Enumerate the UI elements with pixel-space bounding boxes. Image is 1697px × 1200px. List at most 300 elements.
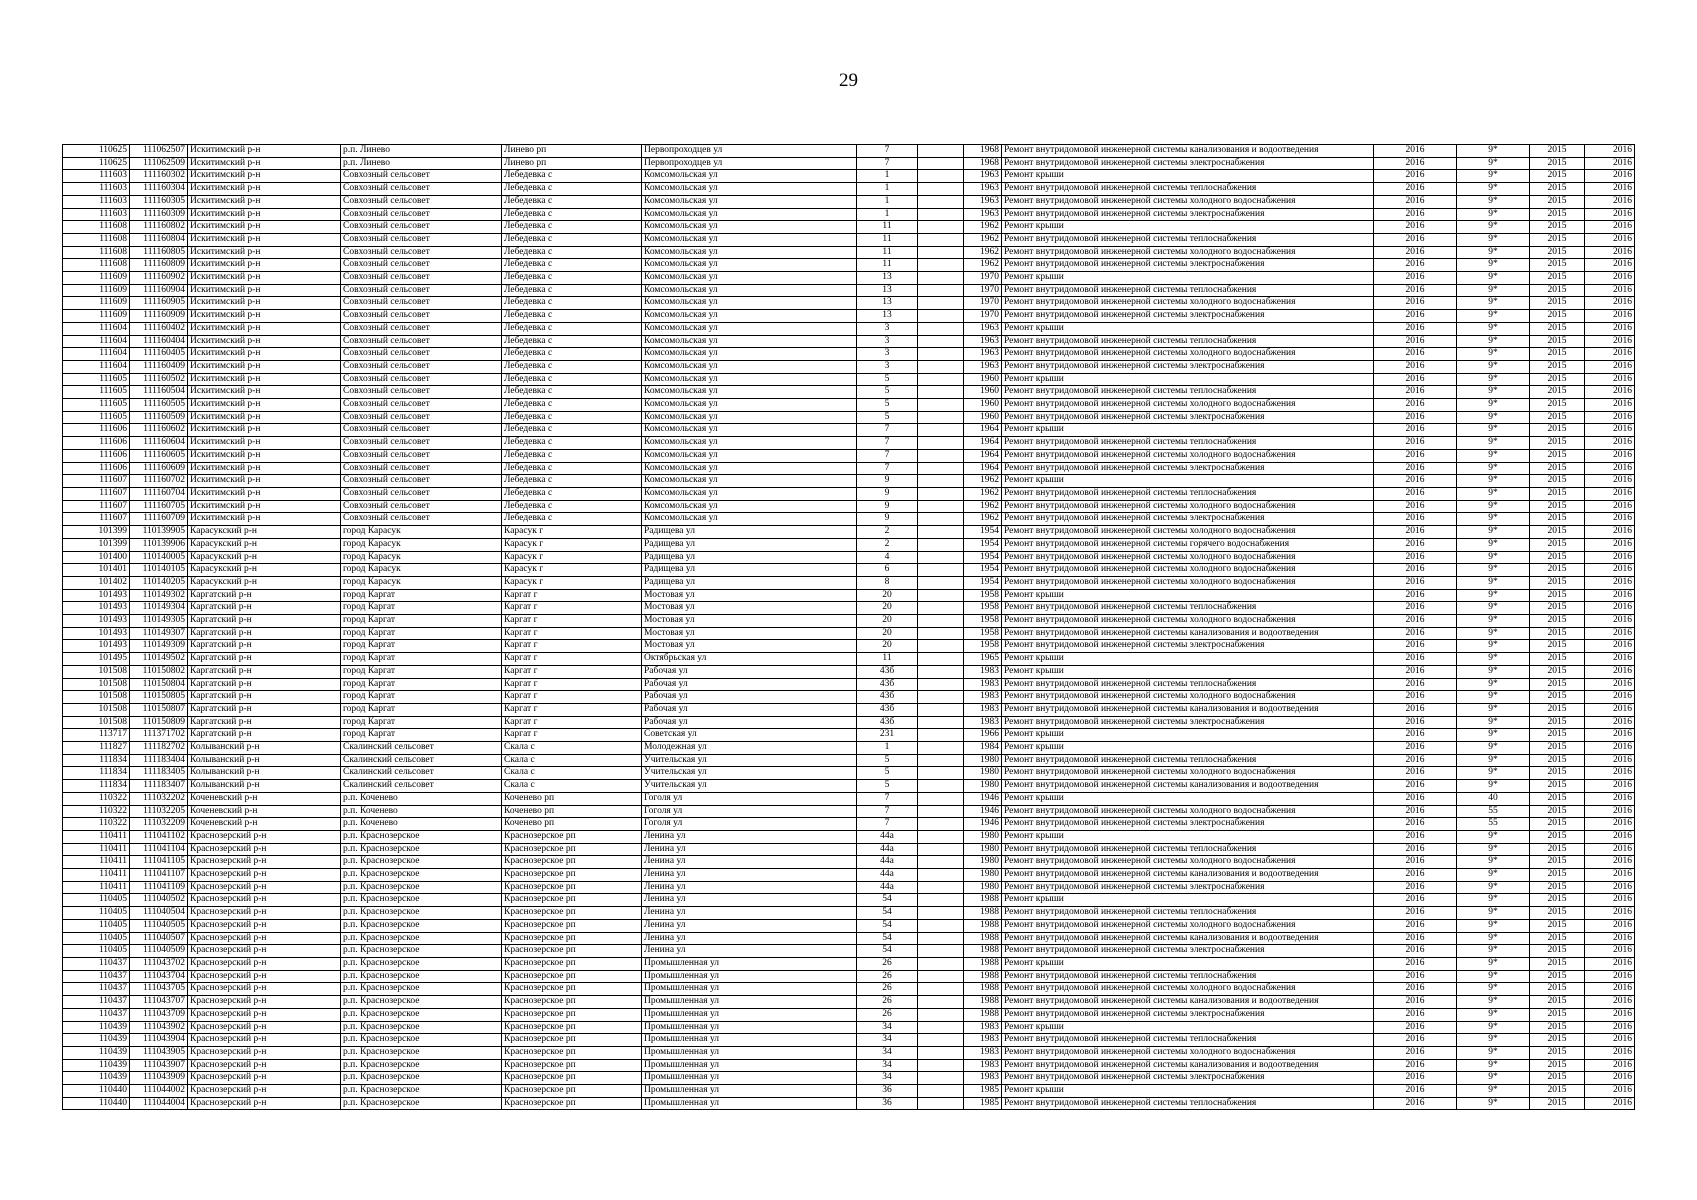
cell-year-built: 1964 [964, 462, 1002, 475]
cell-year-built: 1988 [964, 894, 1002, 907]
cell-end-year: 2016 [1585, 881, 1635, 894]
cell-plan-year: 2016 [1374, 1021, 1457, 1034]
cell-start-year: 2015 [1530, 742, 1585, 755]
cell-house-id: 110405 [63, 919, 130, 932]
cell-district: Каргатский р-н [188, 602, 341, 615]
cell-street: Комсомольская ул [642, 348, 857, 361]
cell-work-type: Ремонт внутридомовой инженерной системы электроснабжения [1002, 1072, 1374, 1085]
cell-house-id: 111604 [63, 335, 130, 348]
cell-street: Мостовая ул [642, 615, 857, 628]
cell-deadline: 9* [1457, 272, 1530, 285]
cell-work-id: 111160702 [130, 475, 188, 488]
cell-start-year: 2015 [1530, 157, 1585, 170]
cell-building [918, 602, 964, 615]
cell-work-id: 110150809 [130, 716, 188, 729]
cell-house-number: 2 [857, 526, 918, 539]
cell-district: Каргатский р-н [188, 589, 341, 602]
cell-deadline: 9* [1457, 576, 1530, 589]
cell-street: Комсомольская ул [642, 360, 857, 373]
cell-building [918, 1034, 964, 1047]
cell-plan-year: 2016 [1374, 183, 1457, 196]
cell-start-year: 2015 [1530, 399, 1585, 412]
cell-street: Комсомольская ул [642, 424, 857, 437]
cell-end-year: 2016 [1585, 830, 1635, 843]
cell-work-id: 110149309 [130, 640, 188, 653]
cell-end-year: 2016 [1585, 348, 1635, 361]
cell-year-built: 1970 [964, 297, 1002, 310]
cell-year-built: 1984 [964, 742, 1002, 755]
cell-street: Молодежная ул [642, 742, 857, 755]
cell-deadline: 9* [1457, 475, 1530, 488]
cell-house-id: 110439 [63, 1072, 130, 1085]
cell-work-id: 110149502 [130, 653, 188, 666]
cell-work-type: Ремонт внутридомовой инженерной системы электроснабжения [1002, 310, 1374, 323]
cell-street: Ленина ул [642, 932, 857, 945]
table-row [63, 424, 1635, 437]
cell-end-year: 2016 [1585, 322, 1635, 335]
cell-street: Гоголя ул [642, 818, 857, 831]
cell-deadline: 9* [1457, 932, 1530, 945]
cell-street: Ленина ул [642, 907, 857, 920]
cell-deadline: 9* [1457, 996, 1530, 1009]
cell-building [918, 856, 964, 869]
cell-district: Каргатский р-н [188, 627, 341, 640]
cell-work-id: 111041107 [130, 869, 188, 882]
cell-start-year: 2015 [1530, 589, 1585, 602]
cell-end-year: 2016 [1585, 1034, 1635, 1047]
table-row [63, 767, 1635, 780]
cell-building [918, 348, 964, 361]
cell-building [918, 208, 964, 221]
cell-end-year: 2016 [1585, 729, 1635, 742]
cell-house-number: 9 [857, 475, 918, 488]
cell-house-number: 34 [857, 1046, 918, 1059]
table-row [63, 653, 1635, 666]
cell-street: Комсомольская ул [642, 233, 857, 246]
table-row [63, 1008, 1635, 1021]
cell-end-year: 2016 [1585, 297, 1635, 310]
cell-house-number: 11 [857, 233, 918, 246]
table-row [63, 348, 1635, 361]
cell-district: Каргатский р-н [188, 691, 341, 704]
table-row [63, 615, 1635, 628]
cell-district: Краснозерский р-н [188, 830, 341, 843]
cell-settlement: Лебедевка с [502, 449, 642, 462]
cell-settlement: Карасук г [502, 551, 642, 564]
cell-settlement: Краснозерское рп [502, 1021, 642, 1034]
cell-end-year: 2016 [1585, 703, 1635, 716]
cell-street: Советская ул [642, 729, 857, 742]
table-row [63, 869, 1635, 882]
cell-start-year: 2015 [1530, 970, 1585, 983]
cell-plan-year: 2016 [1374, 589, 1457, 602]
cell-settlement: Каргат г [502, 615, 642, 628]
cell-start-year: 2015 [1530, 703, 1585, 716]
cell-building [918, 322, 964, 335]
cell-street: Комсомольская ул [642, 399, 857, 412]
cell-district: Колыванский р-н [188, 767, 341, 780]
cell-settlement: Каргат г [502, 716, 642, 729]
cell-municipality: р.п. Коченево [341, 792, 502, 805]
cell-district: Искитимский р-н [188, 373, 341, 386]
cell-year-built: 1962 [964, 500, 1002, 513]
cell-house-id: 110322 [63, 805, 130, 818]
cell-municipality: город Карасук [341, 564, 502, 577]
cell-year-built: 1985 [964, 1097, 1002, 1110]
cell-work-type: Ремонт внутридомовой инженерной системы электроснабжения [1002, 716, 1374, 729]
cell-settlement: Лебедевка с [502, 272, 642, 285]
table-row [63, 640, 1635, 653]
cell-house-number: 9 [857, 487, 918, 500]
cell-municipality: город Каргат [341, 678, 502, 691]
cell-district: Искитимский р-н [188, 183, 341, 196]
cell-year-built: 1954 [964, 564, 1002, 577]
cell-plan-year: 2016 [1374, 437, 1457, 450]
cell-year-built: 1960 [964, 386, 1002, 399]
cell-work-type: Ремонт внутридомовой инженерной системы канализования и водоотведения [1002, 780, 1374, 793]
cell-end-year: 2016 [1585, 170, 1635, 183]
cell-settlement: Лебедевка с [502, 233, 642, 246]
cell-end-year: 2016 [1585, 716, 1635, 729]
cell-building [918, 792, 964, 805]
cell-work-id: 111043907 [130, 1059, 188, 1072]
cell-house-id: 110437 [63, 970, 130, 983]
cell-house-id: 101493 [63, 602, 130, 615]
table-row [63, 919, 1635, 932]
cell-work-id: 111160505 [130, 399, 188, 412]
table-row [63, 399, 1635, 412]
cell-deadline: 9* [1457, 564, 1530, 577]
cell-municipality: Совхозный сельсовет [341, 500, 502, 513]
cell-work-id: 111040507 [130, 932, 188, 945]
cell-building [918, 411, 964, 424]
cell-building [918, 894, 964, 907]
cell-deadline: 9* [1457, 703, 1530, 716]
cell-start-year: 2015 [1530, 1072, 1585, 1085]
cell-deadline: 9* [1457, 602, 1530, 615]
table-row [63, 805, 1635, 818]
table-row [63, 1034, 1635, 1047]
cell-year-built: 1962 [964, 259, 1002, 272]
cell-work-id: 111043904 [130, 1034, 188, 1047]
cell-house-id: 110437 [63, 958, 130, 971]
cell-house-number: 11 [857, 653, 918, 666]
cell-work-type: Ремонт внутридомовой инженерной системы теплоснабжения [1002, 843, 1374, 856]
cell-district: Краснозерский р-н [188, 945, 341, 958]
cell-work-id: 111160609 [130, 462, 188, 475]
cell-house-number: 13 [857, 310, 918, 323]
cell-municipality: р.п. Линево [341, 145, 502, 158]
cell-district: Искитимский р-н [188, 500, 341, 513]
cell-year-built: 1988 [964, 919, 1002, 932]
cell-street: Комсомольская ул [642, 208, 857, 221]
table-row [63, 907, 1635, 920]
cell-street: Комсомольская ул [642, 462, 857, 475]
cell-year-built: 1983 [964, 716, 1002, 729]
cell-building [918, 958, 964, 971]
cell-house-id: 111607 [63, 475, 130, 488]
cell-municipality: Совхозный сельсовет [341, 310, 502, 323]
cell-year-built: 1970 [964, 272, 1002, 285]
cell-district: Искитимский р-н [188, 259, 341, 272]
cell-district: Искитимский р-н [188, 195, 341, 208]
cell-year-built: 1980 [964, 767, 1002, 780]
cell-settlement: Линево рп [502, 145, 642, 158]
cell-work-type: Ремонт крыши [1002, 589, 1374, 602]
cell-deadline: 9* [1457, 322, 1530, 335]
cell-house-number: 20 [857, 640, 918, 653]
table-row [63, 246, 1635, 259]
cell-work-type: Ремонт внутридомовой инженерной системы канализования и водоотведения [1002, 1059, 1374, 1072]
cell-house-number: 36 [857, 1085, 918, 1098]
cell-street: Комсомольская ул [642, 373, 857, 386]
cell-work-type: Ремонт внутридомовой инженерной системы холодного водоснабжения [1002, 526, 1374, 539]
cell-start-year: 2015 [1530, 348, 1585, 361]
cell-work-id: 111160309 [130, 208, 188, 221]
cell-work-type: Ремонт внутридомовой инженерной системы холодного водоснабжения [1002, 805, 1374, 818]
cell-plan-year: 2016 [1374, 1008, 1457, 1021]
cell-settlement: Краснозерское рп [502, 1034, 642, 1047]
cell-work-type: Ремонт внутридомовой инженерной системы холодного водоснабжения [1002, 564, 1374, 577]
table-row [63, 576, 1635, 589]
cell-municipality: р.п. Краснозерское [341, 932, 502, 945]
table-row [63, 272, 1635, 285]
cell-end-year: 2016 [1585, 526, 1635, 539]
cell-deadline: 9* [1457, 259, 1530, 272]
cell-house-id: 111608 [63, 246, 130, 259]
cell-end-year: 2016 [1585, 538, 1635, 551]
cell-district: Каргатский р-н [188, 678, 341, 691]
cell-building [918, 399, 964, 412]
cell-end-year: 2016 [1585, 1085, 1635, 1098]
cell-street: Ленина ул [642, 894, 857, 907]
cell-start-year: 2015 [1530, 1008, 1585, 1021]
cell-house-id: 111605 [63, 373, 130, 386]
cell-plan-year: 2016 [1374, 513, 1457, 526]
cell-settlement: Краснозерское рп [502, 894, 642, 907]
cell-house-id: 110439 [63, 1021, 130, 1034]
cell-municipality: город Карасук [341, 576, 502, 589]
cell-work-id: 110140205 [130, 576, 188, 589]
cell-municipality: Совхозный сельсовет [341, 297, 502, 310]
cell-settlement: Краснозерское рп [502, 1085, 642, 1098]
cell-municipality: Скалинский сельсовет [341, 754, 502, 767]
cell-deadline: 9* [1457, 856, 1530, 869]
cell-deadline: 9* [1457, 627, 1530, 640]
cell-settlement: Лебедевка с [502, 487, 642, 500]
cell-settlement: Лебедевка с [502, 360, 642, 373]
cell-year-built: 1985 [964, 1085, 1002, 1098]
table-row [63, 157, 1635, 170]
cell-work-id: 111183405 [130, 767, 188, 780]
table-row [63, 589, 1635, 602]
cell-deadline: 9* [1457, 716, 1530, 729]
cell-house-number: 11 [857, 259, 918, 272]
cell-house-id: 101508 [63, 716, 130, 729]
cell-start-year: 2015 [1530, 818, 1585, 831]
cell-end-year: 2016 [1585, 449, 1635, 462]
cell-plan-year: 2016 [1374, 894, 1457, 907]
cell-start-year: 2015 [1530, 221, 1585, 234]
cell-settlement: Скала с [502, 742, 642, 755]
cell-start-year: 2015 [1530, 640, 1585, 653]
cell-deadline: 9* [1457, 538, 1530, 551]
cell-house-id: 110322 [63, 818, 130, 831]
cell-house-number: 3 [857, 348, 918, 361]
cell-district: Искитимский р-н [188, 170, 341, 183]
table-row [63, 970, 1635, 983]
cell-street: Комсомольская ул [642, 170, 857, 183]
cell-district: Искитимский р-н [188, 272, 341, 285]
cell-end-year: 2016 [1585, 1072, 1635, 1085]
cell-work-id: 111160502 [130, 373, 188, 386]
cell-settlement: Каргат г [502, 665, 642, 678]
cell-start-year: 2015 [1530, 602, 1585, 615]
cell-house-number: 13 [857, 272, 918, 285]
cell-work-type: Ремонт внутридомовой инженерной системы канализования и водоотведения [1002, 703, 1374, 716]
cell-settlement: Карасук г [502, 526, 642, 539]
cell-end-year: 2016 [1585, 487, 1635, 500]
cell-work-type: Ремонт внутридомовой инженерной системы канализования и водоотведения [1002, 996, 1374, 1009]
cell-house-number: 1 [857, 170, 918, 183]
cell-house-id: 110411 [63, 881, 130, 894]
cell-municipality: р.п. Краснозерское [341, 894, 502, 907]
cell-district: Краснозерский р-н [188, 1097, 341, 1110]
cell-work-type: Ремонт крыши [1002, 322, 1374, 335]
cell-street: Гоголя ул [642, 805, 857, 818]
table-row [63, 449, 1635, 462]
cell-end-year: 2016 [1585, 1097, 1635, 1110]
cell-district: Краснозерский р-н [188, 1021, 341, 1034]
cell-street: Рабочая ул [642, 691, 857, 704]
table-row [63, 818, 1635, 831]
cell-house-id: 110405 [63, 932, 130, 945]
cell-plan-year: 2016 [1374, 665, 1457, 678]
cell-house-number: 9 [857, 500, 918, 513]
cell-year-built: 1964 [964, 449, 1002, 462]
cell-house-id: 111603 [63, 195, 130, 208]
cell-work-id: 110150807 [130, 703, 188, 716]
cell-deadline: 9* [1457, 233, 1530, 246]
cell-work-type: Ремонт внутридомовой инженерной системы холодного водоснабжения [1002, 449, 1374, 462]
cell-start-year: 2015 [1530, 881, 1585, 894]
cell-end-year: 2016 [1585, 462, 1635, 475]
table-row [63, 1097, 1635, 1110]
cell-settlement: Лебедевка с [502, 386, 642, 399]
cell-work-id: 111160905 [130, 297, 188, 310]
cell-end-year: 2016 [1585, 996, 1635, 1009]
cell-house-number: 20 [857, 627, 918, 640]
cell-municipality: Совхозный сельсовет [341, 322, 502, 335]
cell-house-number: 7 [857, 437, 918, 450]
cell-work-id: 110139906 [130, 538, 188, 551]
cell-street: Комсомольская ул [642, 475, 857, 488]
table-row [63, 500, 1635, 513]
cell-house-number: 5 [857, 399, 918, 412]
cell-municipality: город Каргат [341, 627, 502, 640]
table-row [63, 983, 1635, 996]
cell-house-number: 43б [857, 678, 918, 691]
cell-house-id: 111604 [63, 348, 130, 361]
cell-settlement: Краснозерское рп [502, 1072, 642, 1085]
cell-district: Искитимский р-н [188, 284, 341, 297]
cell-plan-year: 2016 [1374, 627, 1457, 640]
cell-year-built: 1960 [964, 411, 1002, 424]
cell-plan-year: 2016 [1374, 729, 1457, 742]
cell-municipality: р.п. Коченево [341, 818, 502, 831]
cell-street: Промышленная ул [642, 983, 857, 996]
cell-work-type: Ремонт крыши [1002, 742, 1374, 755]
cell-house-id: 111834 [63, 767, 130, 780]
cell-street: Комсомольская ул [642, 195, 857, 208]
cell-work-type: Ремонт внутридомовой инженерной системы холодного водоснабжения [1002, 767, 1374, 780]
cell-house-number: 26 [857, 970, 918, 983]
cell-house-id: 111827 [63, 742, 130, 755]
cell-house-number: 5 [857, 386, 918, 399]
cell-work-id: 110140105 [130, 564, 188, 577]
cell-house-id: 111603 [63, 170, 130, 183]
cell-district: Искитимский р-н [188, 475, 341, 488]
cell-deadline: 40 [1457, 792, 1530, 805]
cell-end-year: 2016 [1585, 411, 1635, 424]
cell-start-year: 2015 [1530, 894, 1585, 907]
cell-start-year: 2015 [1530, 386, 1585, 399]
cell-street: Октябрьская ул [642, 653, 857, 666]
cell-municipality: р.п. Краснозерское [341, 1097, 502, 1110]
cell-municipality: Совхозный сельсовет [341, 487, 502, 500]
cell-building [918, 869, 964, 882]
cell-work-id: 111043704 [130, 970, 188, 983]
cell-municipality: Совхозный сельсовет [341, 233, 502, 246]
cell-deadline: 9* [1457, 424, 1530, 437]
cell-district: Коченевский р-н [188, 805, 341, 818]
cell-house-number: 7 [857, 157, 918, 170]
cell-building [918, 983, 964, 996]
cell-building [918, 246, 964, 259]
cell-year-built: 1988 [964, 958, 1002, 971]
cell-district: Каргатский р-н [188, 615, 341, 628]
cell-end-year: 2016 [1585, 945, 1635, 958]
cell-settlement: Краснозерское рп [502, 830, 642, 843]
cell-end-year: 2016 [1585, 742, 1635, 755]
table-row [63, 1021, 1635, 1034]
cell-work-type: Ремонт внутридомовой инженерной системы теплоснабжения [1002, 1097, 1374, 1110]
cell-building [918, 170, 964, 183]
cell-house-id: 111605 [63, 411, 130, 424]
cell-deadline: 9* [1457, 500, 1530, 513]
cell-house-number: 26 [857, 996, 918, 1009]
cell-deadline: 9* [1457, 437, 1530, 450]
cell-house-id: 101495 [63, 653, 130, 666]
cell-work-type: Ремонт внутридомовой инженерной системы холодного водоснабжения [1002, 500, 1374, 513]
cell-work-type: Ремонт внутридомовой инженерной системы холодного водоснабжения [1002, 856, 1374, 869]
cell-work-id: 111160602 [130, 424, 188, 437]
cell-building [918, 233, 964, 246]
cell-district: Краснозерский р-н [188, 869, 341, 882]
cell-municipality: р.п. Краснозерское [341, 1085, 502, 1098]
cell-year-built: 1958 [964, 589, 1002, 602]
cell-building [918, 526, 964, 539]
cell-house-number: 7 [857, 818, 918, 831]
cell-deadline: 9* [1457, 767, 1530, 780]
cell-start-year: 2015 [1530, 449, 1585, 462]
cell-settlement: Скала с [502, 780, 642, 793]
cell-work-id: 111160704 [130, 487, 188, 500]
cell-end-year: 2016 [1585, 843, 1635, 856]
cell-settlement: Лебедевка с [502, 284, 642, 297]
cell-work-id: 111160504 [130, 386, 188, 399]
cell-municipality: Совхозный сельсовет [341, 221, 502, 234]
